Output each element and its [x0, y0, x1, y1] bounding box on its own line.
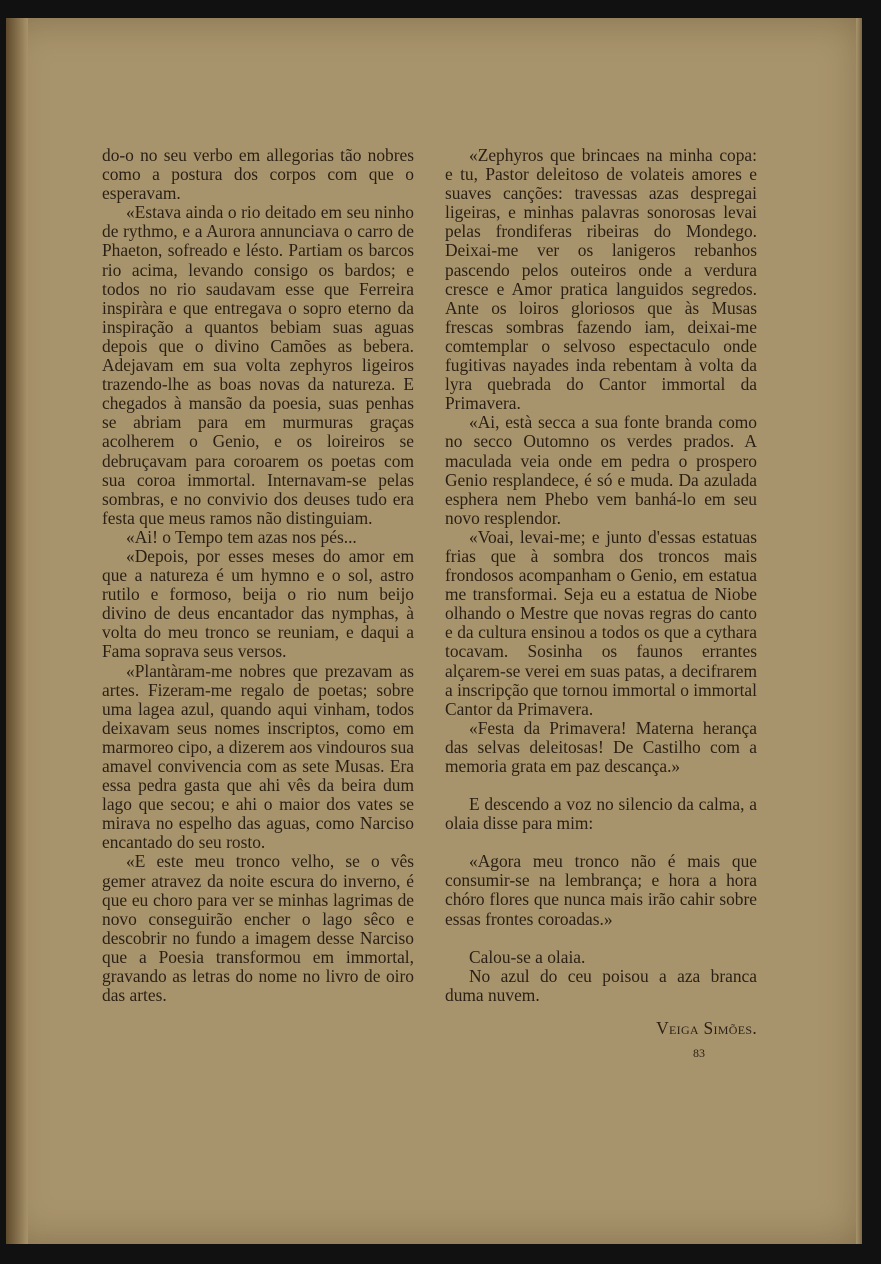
paragraph: «Ai! o Tempo tem azas nos pés...: [126, 526, 357, 547]
paragraph: «E este meu tronco velho, se o vês gemer atravez da noite escura do inverno, é que eu choro para ver se minhas lagrimas de novo conseguirão encher o lago sêco e descobrir no fundo a imagem desse Narciso que a Poesia transformou em immortal, gravando as letras do nome no livro de oiro das artes.: [102, 851, 414, 1006]
paragraph: «Estava ainda o rio deitado em seu ninho de rythmo, e a Aurora annunciava o carro de Phaeton, sofreado e lésto. Partiam os barcos rio acima, levando consigo os bardos; e todos no rio saudavam esse que Ferreira inspiràra e que entregava o sopro eterno da inspiração a quantos bebiam suas aguas depois que o divino Camões as bebera. Adejavam em sua volta zephyros ligeiros trazendo-lhe as boas novas da natureza. E chegados à mansão da poesia, suas penhas se abriam para em murmuras graças acolherem o Genio, e os loireiros se debruçavam para coroarem os poetas com sua coroa immortal. Internavam-se pelas sombras, e no convivio dos deuses tudo era festa que meus ramos não distinguiam.: [102, 202, 414, 528]
paragraph: «Depois, por esses meses do amor em que a natureza é um hymno e o sol, astro rutilo e formoso, beija o rio num beijo divino de deus encantador das nymphas, à volta do meu tronco se reuniam, e daqui a Fama soprava seus versos.: [102, 545, 414, 662]
paragraph: «Plantàram-me nobres que prezavam as artes. Fizeram-me regalo de poetas; sobre uma lagea azul, quando aqui vinham, todos deixavam seus nomes inscriptos, como em marmoreo cipo, a dizerem aos vindouros sua amavel convivencia com as sete Musas. Era essa pedra gasta que ahi vês da beira dum lago que secou; e ahi o maior dos vates se mirava no espelho das aguas, como Narciso encantado do seu rosto.: [102, 660, 414, 853]
left-column: [102, 146, 414, 1005]
paragraph: do-o no seu verbo em allegorias tão nobres como a postura dos corpos com que o esperavam.: [102, 145, 414, 204]
paragraph: Calou-se a olaia.: [469, 946, 586, 967]
paragraph: «Agora meu tronco não é mais que consumir-se na lembrança; e hora a hora chóro flores que nunca mais irão cahir sobre essas frontes coroadas.»: [445, 851, 757, 929]
page-spine: [6, 18, 28, 1244]
paragraph: «Voai, levai-me; e junto d'essas estatuas frias que à sombra dos troncos mais frondosos acompanham o Genio, em estatua me transformai. Seja eu a estatua de Niobe olhando o Mestre que novas regras do canto e da cultura ensinou a todos os que a cythara tocavam. Sosinha os faunos errantes alçarem-se verei em suas patas, a decifrarem a inscripção que tornou immortal o immortal Cantor da Primavera.: [445, 526, 757, 719]
paragraph: «Festa da Primavera! Materna herança das selvas deleitosas! De Castilho com a memoria grata em paz descança.»: [445, 717, 757, 776]
paragraph: E descendo a voz no silencio da calma, a olaia disse para mim:: [445, 794, 757, 834]
page-number: 83: [693, 1046, 705, 1061]
paragraph: «Ai, està secca a sua fonte branda como no secco Outomno os verdes prados. A maculada veia onde em pedra o prospero Genio resplandece, é só e muda. Da azulada esphera nem Phebo vem banhá-lo em seu novo resplendor.: [445, 412, 757, 528]
paragraph: No azul do ceu poisou a aza branca duma nuvem.: [445, 965, 757, 1005]
paragraph: «Zephyros que brincaes na minha copa: e tu, Pastor deleitoso de volateis amores e suaves canções: travessas azas despregai ligeiras, e minhas palavras sonorosas levai pelas frondiferas ribeiras do Mondego. Deixai-me ver os lanigeros rebanhos pascendo pelos outeiros onde a verdura cresce e Amor pratica languidos segredos. Ante os loiros gloriosos que às Musas frescas sombras fazendo iam, deixai-me comtemplar o selvoso espectaculo onde fugitivas nayades inda rebentam à volta da lyra quebrada do Cantor immortal da Primavera.: [445, 145, 757, 414]
right-column: [445, 146, 757, 1063]
author-signature: Veiga Simões.: [656, 1017, 757, 1038]
book-page: [6, 18, 862, 1244]
page-edge: [856, 18, 862, 1244]
